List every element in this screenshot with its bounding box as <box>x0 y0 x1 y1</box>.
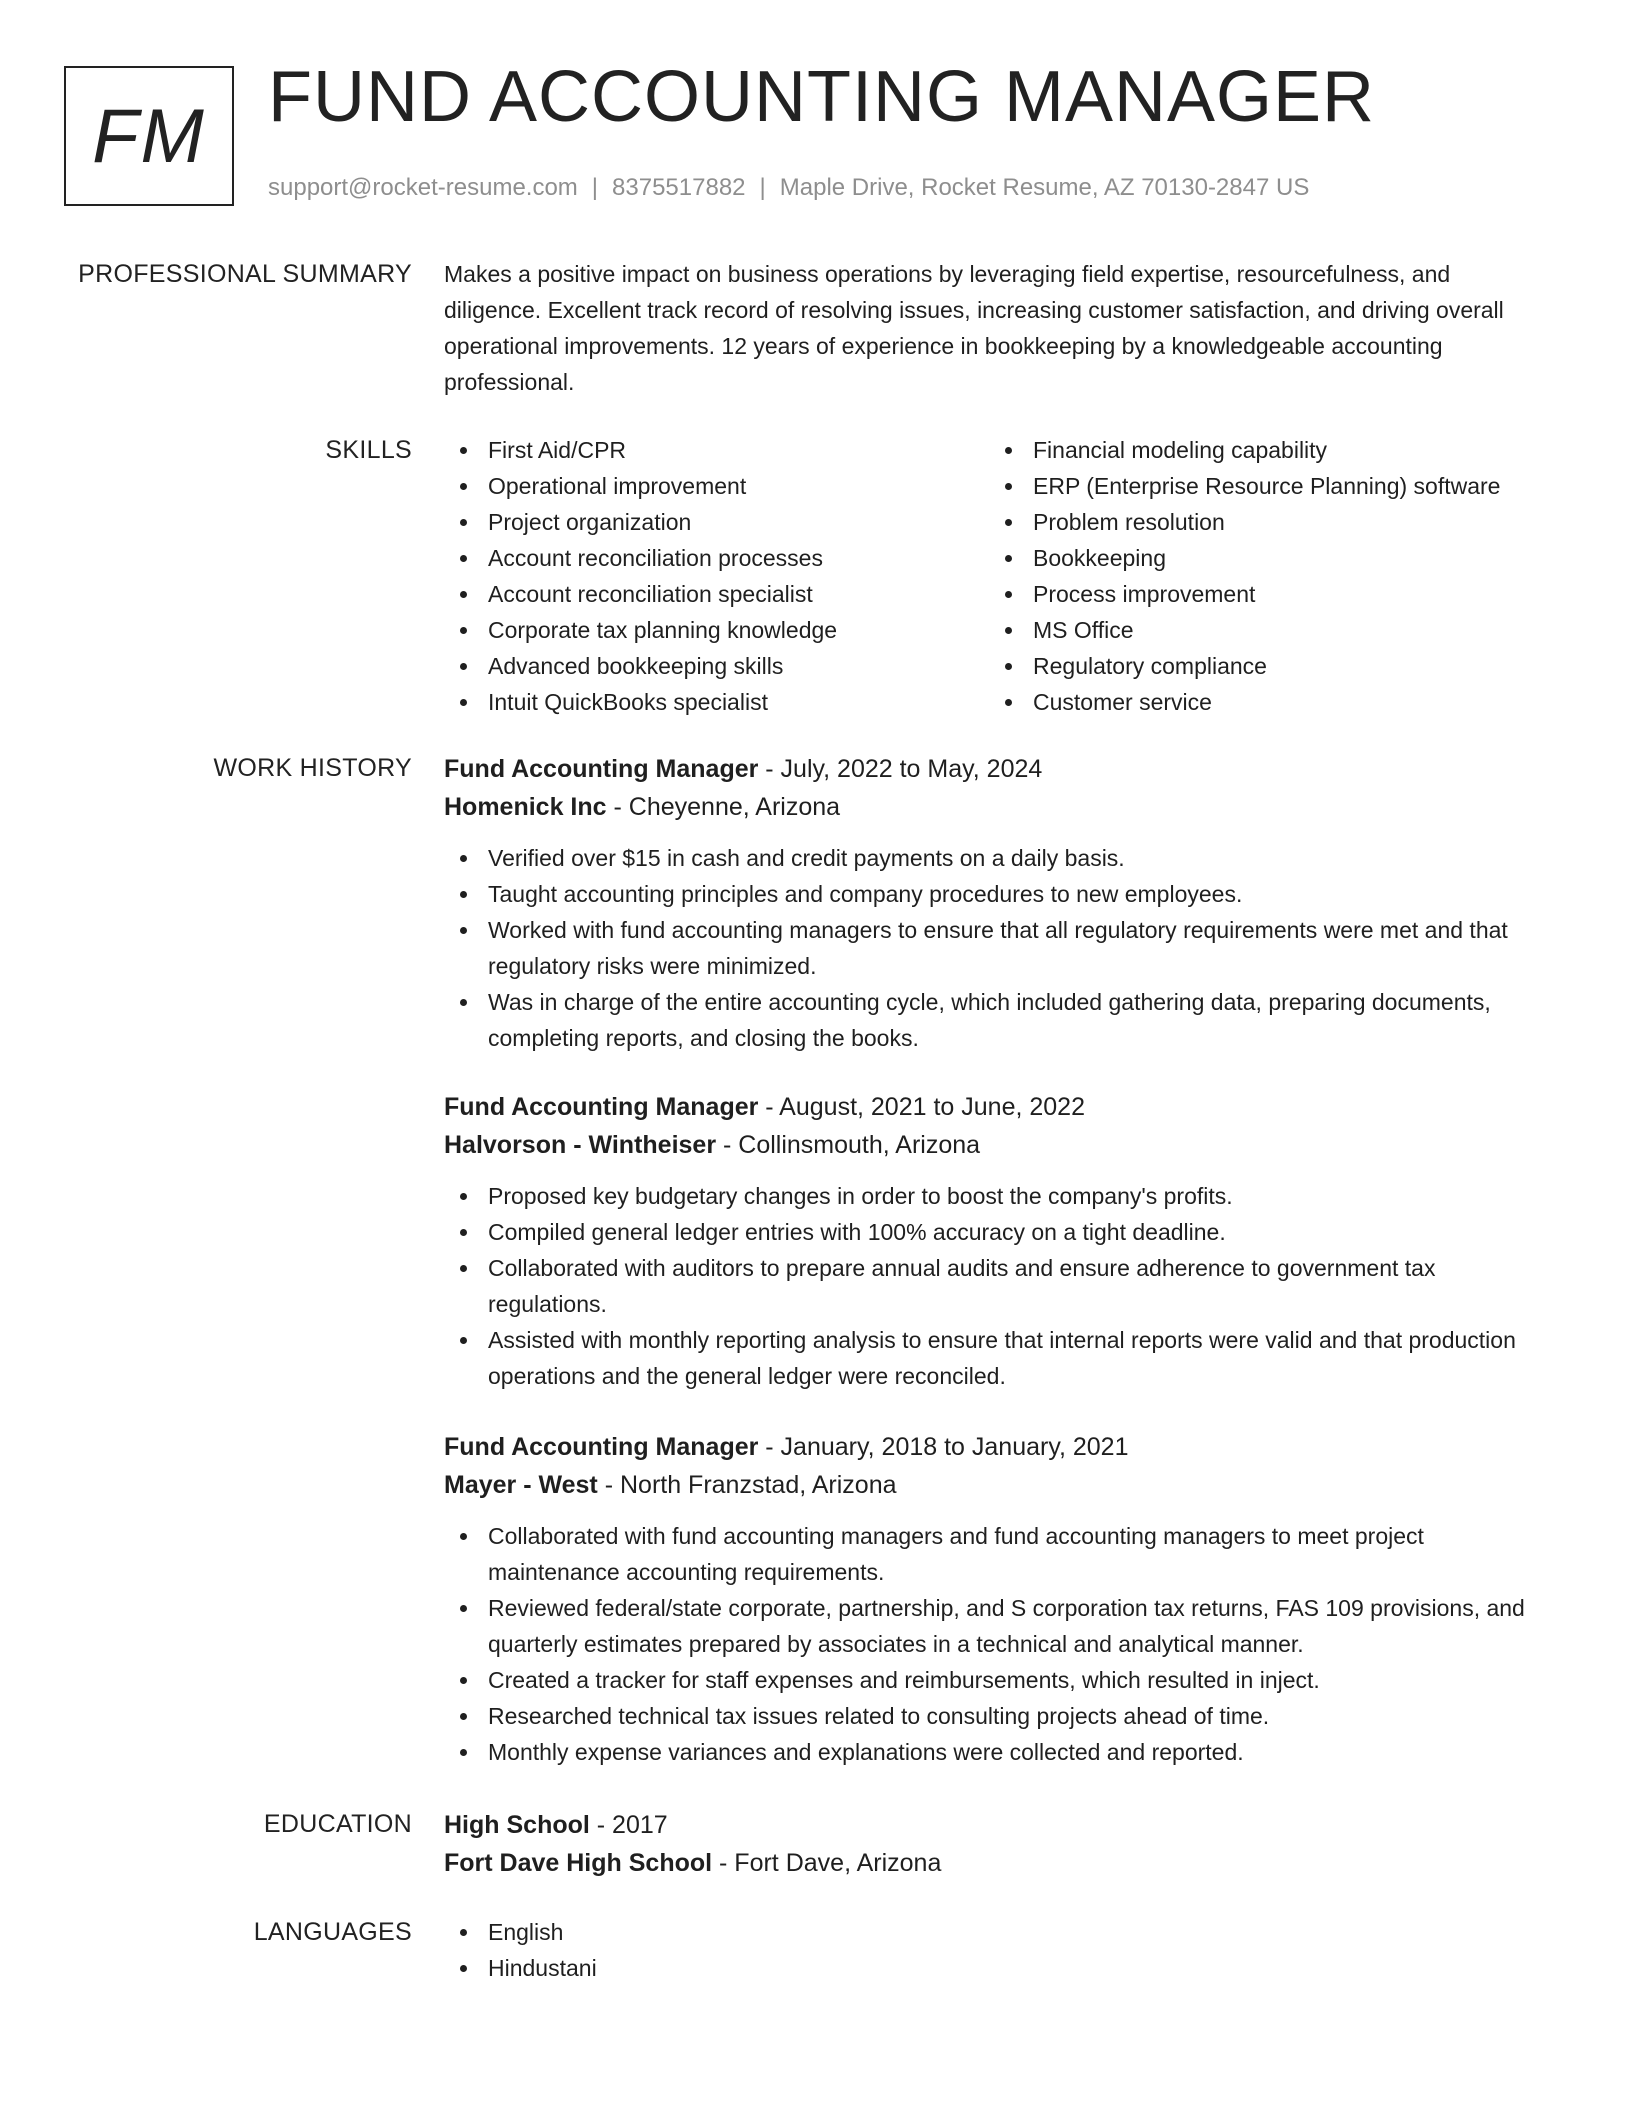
job-company: Halvorson - Wintheiser <box>444 1131 717 1159</box>
page-title: FUND ACCOUNTING MANAGER <box>268 57 1376 137</box>
skill-item: Financial modeling capability <box>989 432 1549 468</box>
language-item: Hindustani <box>444 1950 1549 1986</box>
education-school-line <box>444 1844 1549 1882</box>
contact-address: Maple Drive, Rocket Resume, AZ 70130-2847 US <box>779 174 1310 201</box>
job-location: - North Franzstad, Arizona <box>597 1471 897 1499</box>
skill-item: Corporate tax planning knowledge <box>444 612 989 648</box>
summary-body <box>444 256 1549 400</box>
skill-item: Intuit QuickBooks specialist <box>444 684 989 720</box>
job-bullet: Worked with fund accounting managers to ensure that all regulatory requirements were met and that regulatory risks were minimized. <box>444 912 1549 984</box>
education-location: - Fort Dave, Arizona <box>712 1849 942 1877</box>
job-bullet: Collaborated with auditors to prepare annual audits and ensure adherence to government tax regulations. <box>444 1250 1549 1322</box>
summary-heading: PROFESSIONAL SUMMARY <box>78 260 412 288</box>
contact-separator: | <box>591 174 599 201</box>
contact-separator: | <box>759 174 766 201</box>
skill-item: Problem resolution <box>989 504 1549 540</box>
skill-item: Project organization <box>444 504 989 540</box>
job-bullets <box>444 1178 1549 1394</box>
job-entry <box>444 1428 1549 1770</box>
skill-item: Regulatory compliance <box>989 648 1549 684</box>
job-title: Fund Accounting Manager <box>444 1433 759 1461</box>
skill-item: Advanced bookkeeping skills <box>444 648 989 684</box>
job-company-line <box>444 1126 1549 1164</box>
skill-item: Bookkeeping <box>989 540 1549 576</box>
job-bullet: Assisted with monthly reporting analysis to ensure that internal reports were valid and that production operations and the general ledger were reconciled. <box>444 1322 1549 1394</box>
job-title-line <box>444 1428 1549 1466</box>
language-item: English <box>444 1914 1549 1950</box>
job-title: Fund Accounting Manager <box>444 755 759 783</box>
job-bullet: Taught accounting principles and company procedures to new employees. <box>444 876 1549 912</box>
education-year: - 2017 <box>589 1811 668 1839</box>
job-dates: - August, 2021 to June, 2022 <box>758 1093 1085 1121</box>
skill-item: MS Office <box>989 612 1549 648</box>
job-bullet: Created a tracker for staff expenses and reimbursements, which resulted in inject. <box>444 1662 1549 1698</box>
education-degree: High School <box>444 1811 590 1839</box>
languages-list <box>444 1914 1549 1986</box>
job-bullet: Was in charge of the entire accounting cycle, which included gathering data, preparing documents, completing reports, and closing the books. <box>444 984 1549 1056</box>
skill-item: Account reconciliation specialist <box>444 576 989 612</box>
job-bullet: Proposed key budgetary changes in order to boost the company's profits. <box>444 1178 1549 1214</box>
skills-list-left <box>444 432 989 720</box>
job-bullet: Reviewed federal/state corporate, partnership, and S corporation tax returns, FAS 109 provisions, and quarterly estimates prepared by associates in a technical and analytical manner. <box>444 1590 1549 1662</box>
skill-item: Customer service <box>989 684 1549 720</box>
job-title: Fund Accounting Manager <box>444 1093 759 1121</box>
skills-list-right <box>989 432 1549 720</box>
skills-body <box>444 432 1549 720</box>
job-company-line <box>444 788 1549 826</box>
skills-grid <box>444 432 1549 720</box>
job-company: Mayer - West <box>444 1471 598 1499</box>
monogram-box <box>64 66 234 206</box>
job-location: - Cheyenne, Arizona <box>606 793 841 821</box>
job-title-line <box>444 750 1549 788</box>
skill-item: Operational improvement <box>444 468 989 504</box>
summary-text: Makes a positive impact on business operations by leveraging field expertise, resourcefulness, and diligence. Excellent track record of resolving issues, increasing customer satisfaction, and driving overall operational improvements. 12 years of experience in bookkeeping by a knowledgeable accounting professional. <box>444 261 1504 395</box>
work-history-heading: WORK HISTORY <box>213 754 412 782</box>
job-bullet: Verified over $15 in cash and credit payments on a daily basis. <box>444 840 1549 876</box>
job-location: - Collinsmouth, Arizona <box>716 1131 981 1159</box>
education-school: Fort Dave High School <box>444 1849 713 1877</box>
job-dates: - July, 2022 to May, 2024 <box>758 755 1043 783</box>
job-bullets <box>444 840 1549 1056</box>
contact-line <box>268 174 1309 203</box>
job-bullet: Researched technical tax issues related to consulting projects ahead of time. <box>444 1698 1549 1734</box>
job-dates: - January, 2018 to January, 2021 <box>758 1433 1129 1461</box>
skill-item: Process improvement <box>989 576 1549 612</box>
skill-item: Account reconciliation processes <box>444 540 989 576</box>
job-bullet: Monthly expense variances and explanations were collected and reported. <box>444 1734 1549 1770</box>
skills-heading: SKILLS <box>325 436 412 464</box>
job-bullet: Collaborated with fund accounting managers and fund accounting managers to meet project maintenance accounting requirements. <box>444 1518 1549 1590</box>
education-heading: EDUCATION <box>263 1810 412 1838</box>
skill-item: ERP (Enterprise Resource Planning) software <box>989 468 1549 504</box>
contact-phone: 8375517882 <box>612 174 746 201</box>
job-title-line <box>444 1088 1549 1126</box>
education-body <box>444 1806 1549 1882</box>
job-bullet: Compiled general ledger entries with 100% accuracy on a tight deadline. <box>444 1214 1549 1250</box>
job-entry <box>444 750 1549 1056</box>
contact-email: support@rocket-resume.com <box>268 174 578 201</box>
skill-item: First Aid/CPR <box>444 432 989 468</box>
job-company-line <box>444 1466 1549 1504</box>
job-company: Homenick Inc <box>444 793 607 821</box>
languages-body <box>444 1914 1549 1986</box>
job-entry <box>444 1088 1549 1394</box>
languages-heading: LANGUAGES <box>253 1918 412 1946</box>
monogram-initials: FM <box>92 93 206 179</box>
education-degree-line <box>444 1806 1549 1844</box>
job-bullets <box>444 1518 1549 1770</box>
